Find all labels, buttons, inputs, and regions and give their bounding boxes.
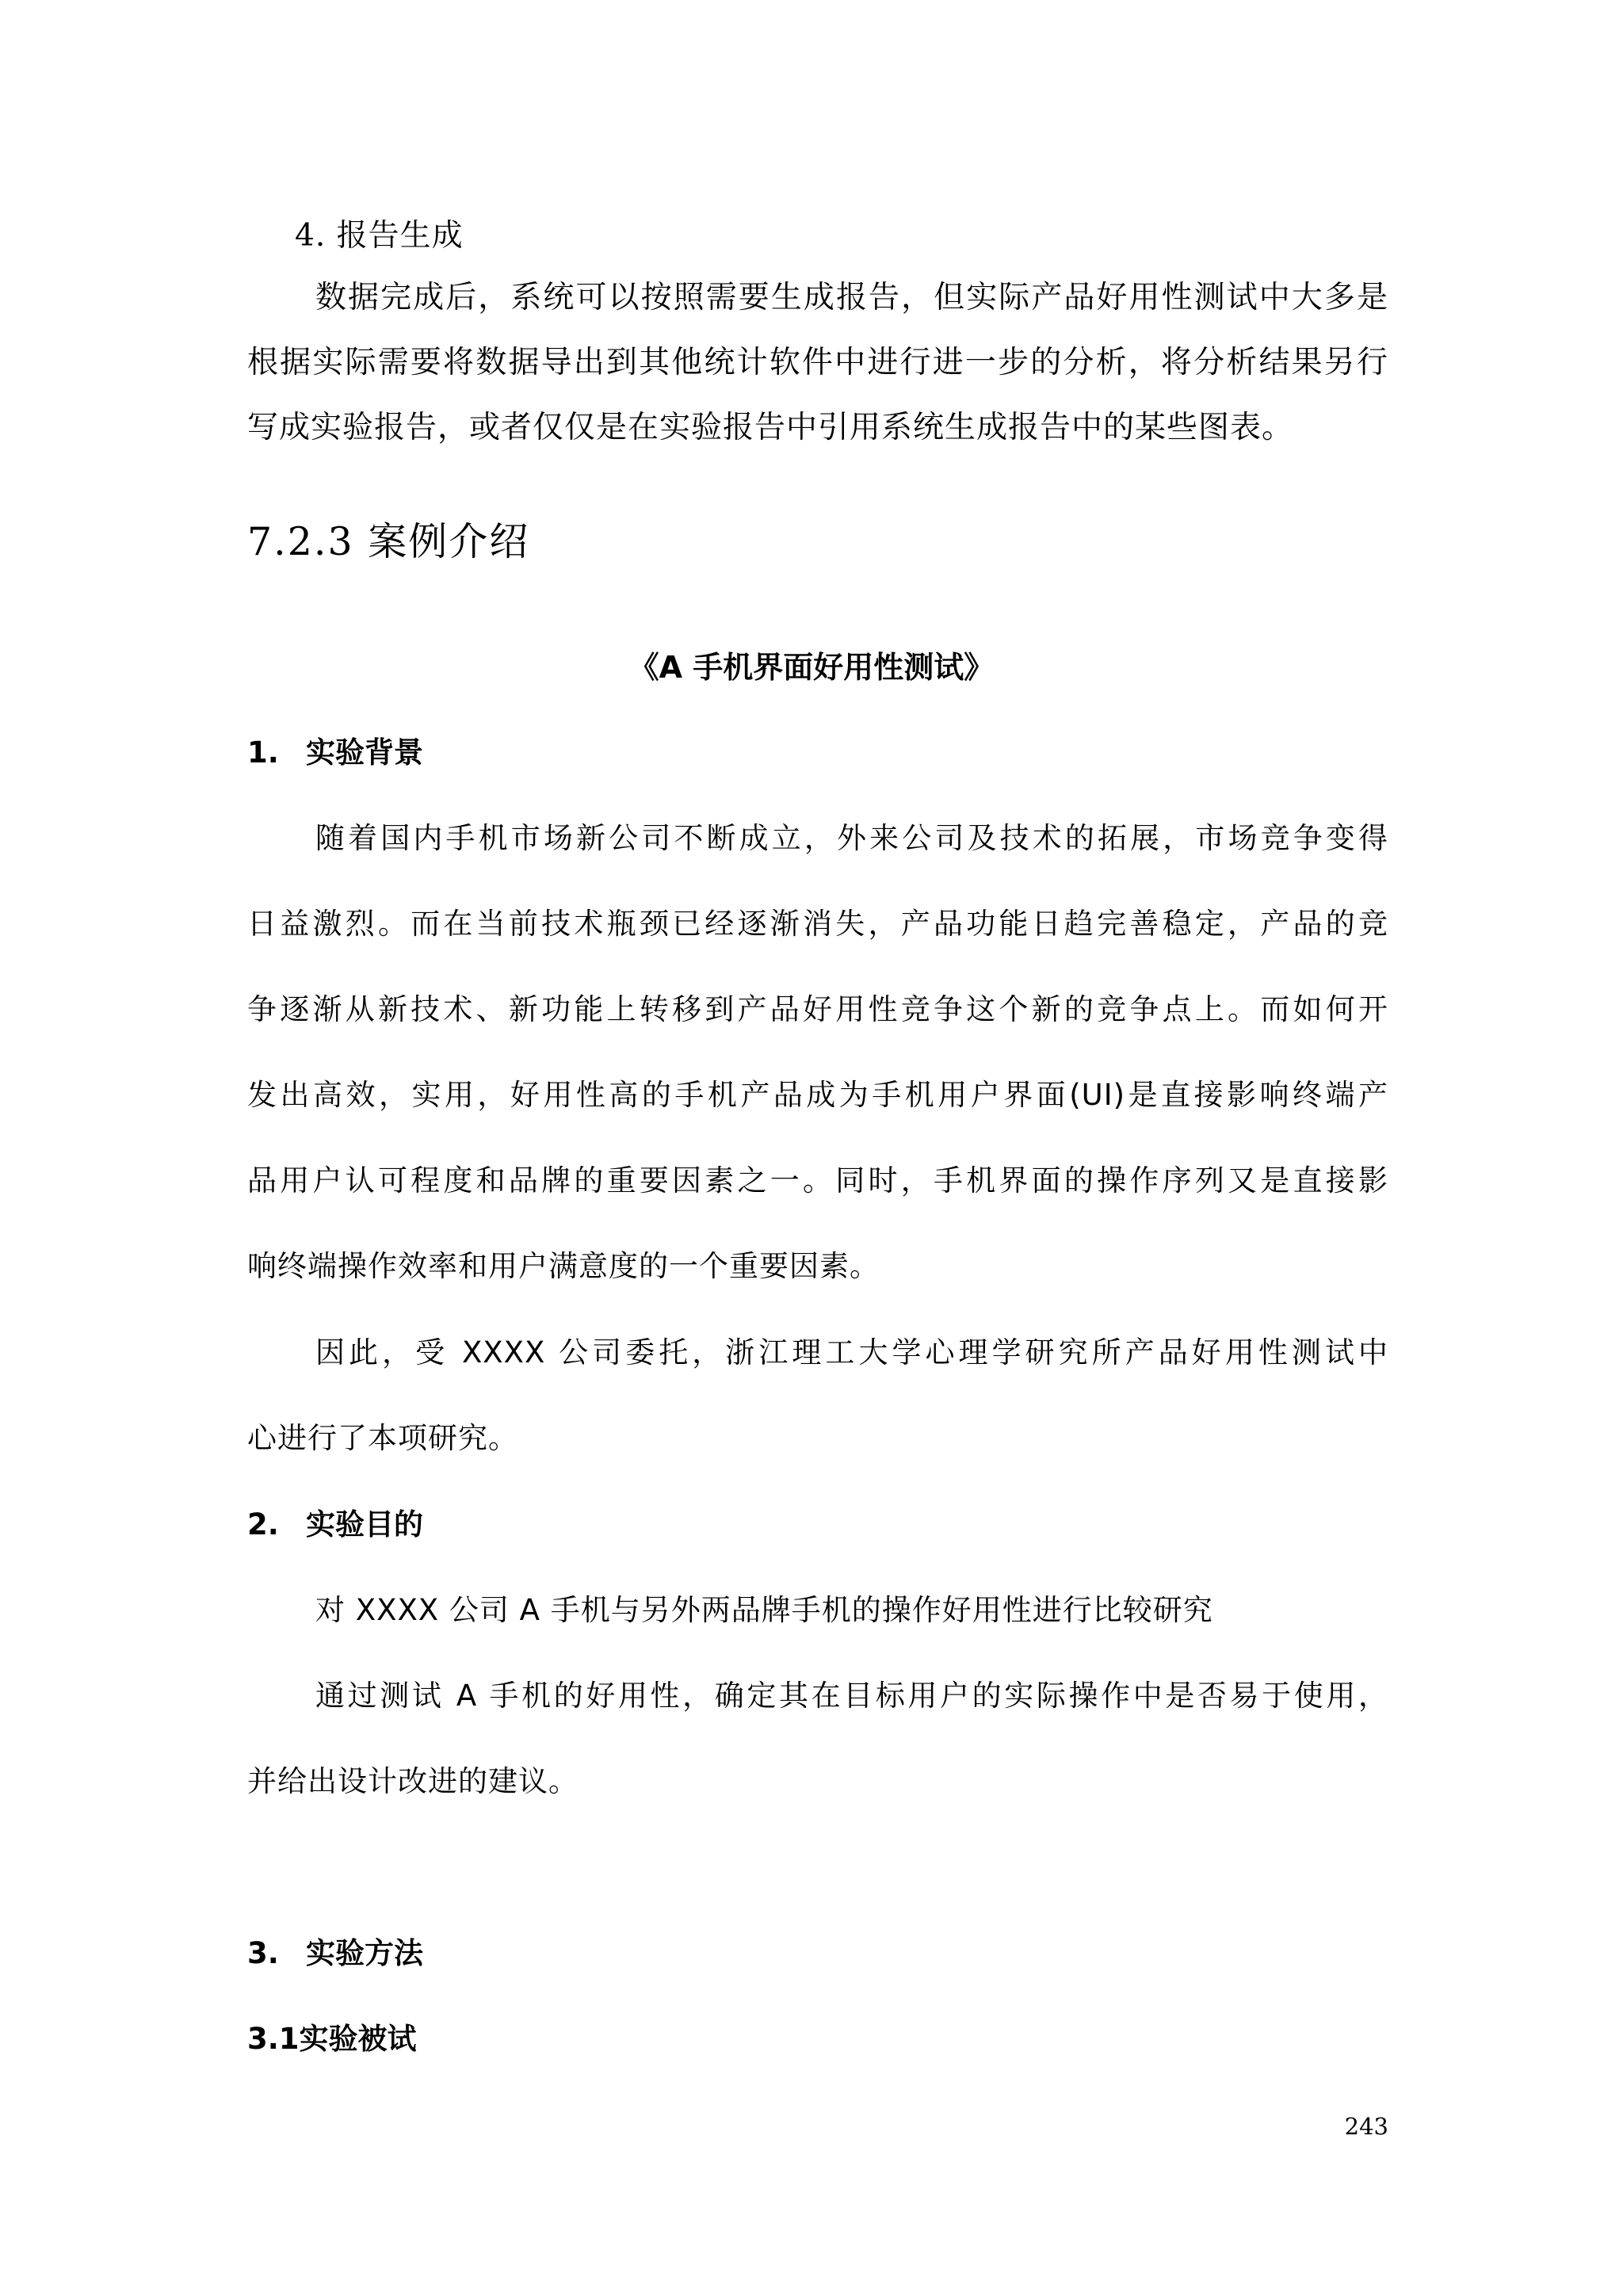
subsection-heading-subjects: 3.1实验被试	[247, 2022, 417, 2056]
paragraph-line: 因此，受 XXXX 公司委托，浙江理工大学心理学研究所产品好用性测试中	[315, 1335, 1388, 1370]
paragraph-line: 对 XXXX 公司 A 手机与另外两品牌手机的操作好用性进行比较研究	[315, 1593, 1213, 1627]
paragraph-line: 发出高效，实用，好用性高的手机产品成为手机用户界面(UI)是直接影响终端产	[247, 1078, 1388, 1112]
paragraph-line: 心进行了本项研究。	[247, 1421, 518, 1455]
paragraph-line: 日益激烈。而在当前技术瓶颈已经逐渐消失，产品功能日趋完善稳定，产品的竞	[247, 907, 1388, 941]
heading-number: 1.	[247, 735, 279, 770]
paragraph-line: 根据实际需要将数据导出到其他统计软件中进行进一步的分析，将分析结果另行	[247, 345, 1388, 380]
heading-text: 实验背景	[306, 735, 423, 770]
heading-text: 实验目的	[306, 1507, 423, 1541]
paragraph-line: 通过测试 A 手机的好用性，确定其在目标用户的实际操作中是否易于使用，	[315, 1679, 1388, 1713]
section-heading-background	[247, 728, 1388, 771]
section-heading-method	[247, 1929, 1388, 1972]
section-title: 7.2.3 案例介绍	[247, 519, 530, 564]
paragraph-line: 争逐渐从新技术、新功能上转移到产品好用性竞争这个新的竞争点上。而如何开	[247, 992, 1388, 1026]
paragraph-line: 随着国内手机市场新公司不断成立，外来公司及技术的拓展，市场竞争变得	[315, 821, 1388, 855]
heading-text: 实验方法	[306, 1936, 423, 1970]
paragraph-line: 写成实验报告，或者仅仅是在实验报告中引用系统生成报告中的某些图表。	[247, 410, 1294, 445]
case-title: 《A 手机界面好用性测试》	[628, 650, 995, 685]
paragraph-line: 并给出设计改进的建议。	[247, 1764, 579, 1798]
subsection-heading: 4. 报告生成	[295, 218, 464, 254]
heading-number: 2.	[247, 1507, 279, 1541]
paragraph-line: 响终端操作效率和用户满意度的一个重要因素。	[247, 1249, 880, 1283]
page-number: 243	[1344, 2113, 1388, 2140]
paragraph-line: 品用户认可程度和品牌的重要因素之一。同时，手机界面的操作序列又是直接影	[247, 1163, 1388, 1198]
section-heading-purpose	[247, 1500, 1388, 1543]
paragraph-line: 数据完成后，系统可以按照需要生成报告，但实际产品好用性测试中大多是	[315, 280, 1388, 315]
heading-number: 3.	[247, 1936, 279, 1970]
